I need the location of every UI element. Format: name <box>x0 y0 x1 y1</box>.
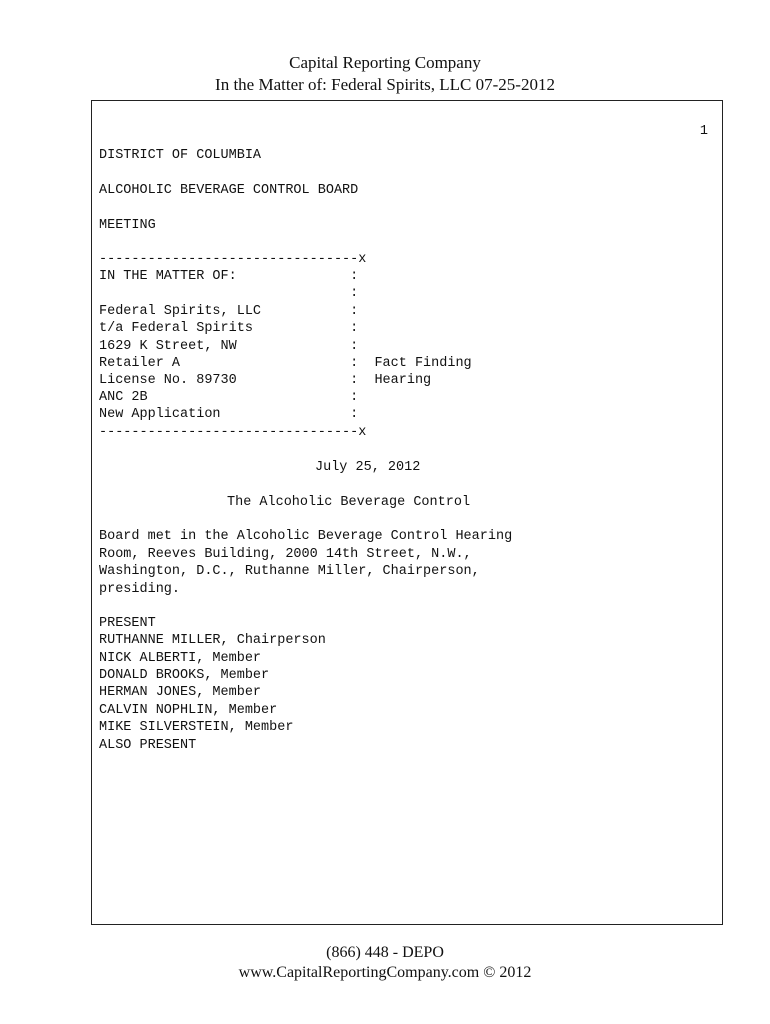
footer-phone: (866) 448 - DEPO <box>326 944 444 961</box>
present-member: HERMAN JONES, Member <box>99 685 262 700</box>
present-member: NICK ALBERTI, Member <box>99 651 262 666</box>
page-number: 1 <box>699 124 708 139</box>
caption-line: New Application : <box>99 407 359 422</box>
present-heading: PRESENT <box>99 616 156 631</box>
caption-line: Federal Spirits, LLC : <box>99 304 359 319</box>
header-company: Capital Reporting Company <box>289 53 481 72</box>
meeting-line: MEETING <box>99 218 156 233</box>
control-heading: The Alcoholic Beverage Control <box>227 495 471 510</box>
present-member: RUTHANNE MILLER, Chairperson <box>99 633 326 648</box>
caption-line: IN THE MATTER OF: : <box>99 269 359 284</box>
present-member: CALVIN NOPHLIN, Member <box>99 703 278 718</box>
caption-rule-bottom: --------------------------------x <box>99 425 367 440</box>
present-member: MIKE SILVERSTEIN, Member <box>99 720 294 735</box>
body-line: Room, Reeves Building, 2000 14th Street, N.W., <box>99 547 472 562</box>
footer-website[interactable]: www.CapitalReportingCompany.com © 2012 <box>238 964 532 981</box>
caption-line: Retailer A : Fact Finding <box>99 356 472 371</box>
district-line: DISTRICT OF COLUMBIA <box>99 148 262 163</box>
caption-line: License No. 89730 : Hearing <box>99 373 432 388</box>
header-matter: In the Matter of: Federal Spirits, LLC 07-25-2012 <box>215 75 555 94</box>
caption-line: ANC 2B : <box>99 390 359 405</box>
board-line: ALCOHOLIC BEVERAGE CONTROL BOARD <box>99 183 359 198</box>
body-line: Board met in the Alcoholic Beverage Control Hearing <box>99 529 513 544</box>
also-present-heading: ALSO PRESENT <box>99 738 197 753</box>
body-line: Washington, D.C., Ruthanne Miller, Chairperson, <box>99 564 480 579</box>
caption-line: : <box>99 286 359 301</box>
caption-line: t/a Federal Spirits : <box>99 321 359 336</box>
present-member: DONALD BROOKS, Member <box>99 668 270 683</box>
transcript-page-frame <box>91 100 723 925</box>
caption-rule-top: --------------------------------x <box>99 252 367 267</box>
caption-line: 1629 K Street, NW : <box>99 339 359 354</box>
hearing-date: July 25, 2012 <box>315 460 421 475</box>
body-line: presiding. <box>99 582 181 597</box>
